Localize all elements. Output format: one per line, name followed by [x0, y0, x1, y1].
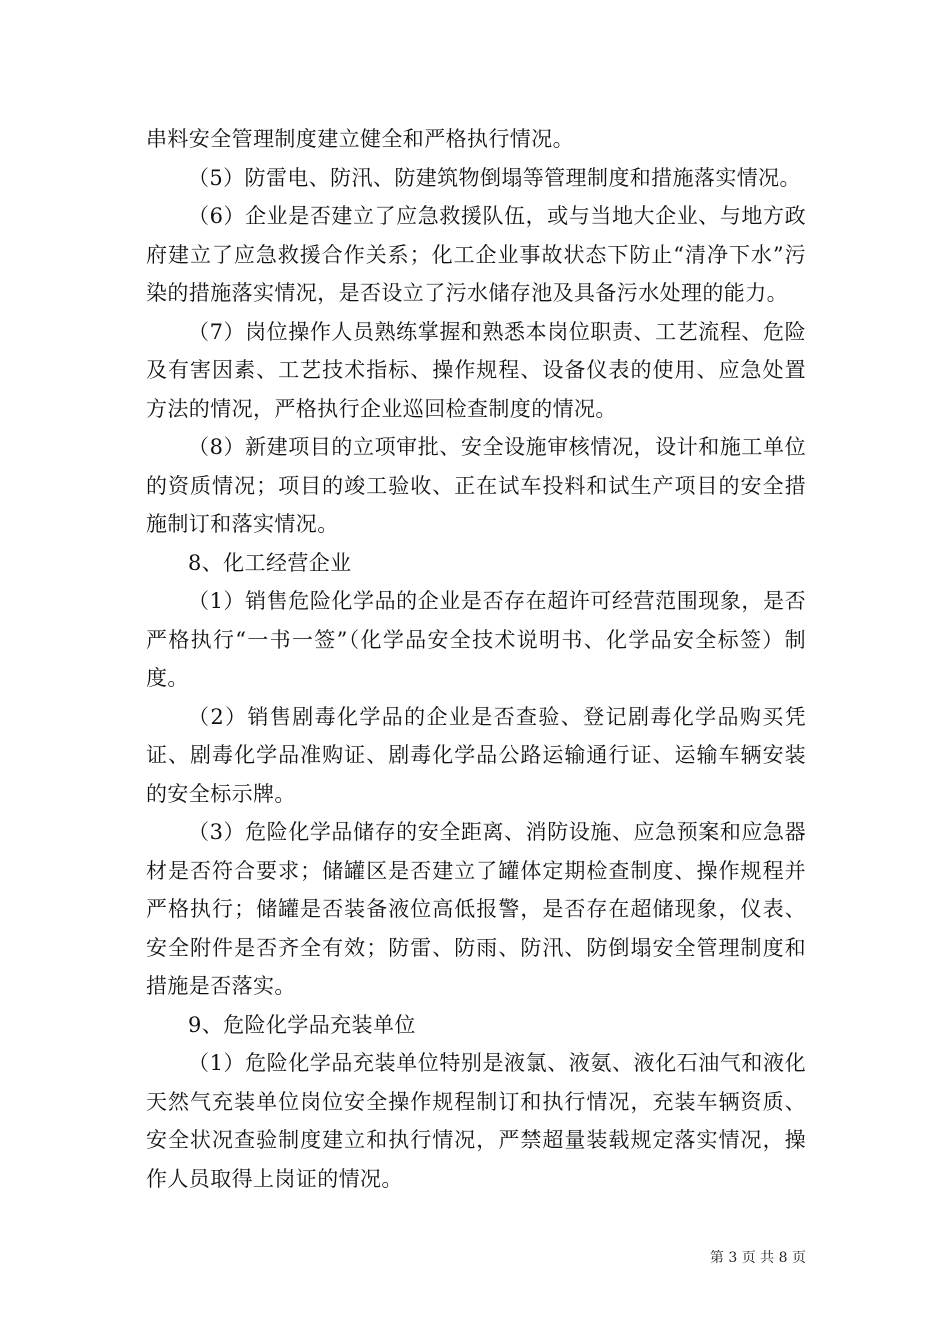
- page-number-footer: 第 3 页 共 8 页: [709, 1250, 806, 1266]
- paragraph-item-7: （7）岗位操作人员熟练掌握和熟悉本岗位职责、工艺流程、危险及有害因素、工艺技术指标、操作规程、设备仪表的使用、应急处置方法的情况，严格执行企业巡回检查制度的情况。: [146, 319, 806, 421]
- paragraph-item-6: （6）企业是否建立了应急救援队伍，或与当地大企业、与地方政府建立了应急救援合作关系；化工企业事故状态下防止“清净下水”污染的措施落实情况，是否设立了污水储存池及具备污水处理的能力。: [146, 204, 806, 305]
- paragraph-section8-item-2: （2）销售剧毒化学品的企业是否查验、登记剧毒化学品购买凭证、剧毒化学品准购证、剧毒化学品公路运输通行证、运输车辆安装的安全标示牌。: [146, 704, 806, 806]
- paragraph-continued: 串料安全管理制度建立健全和严格执行情况。: [146, 127, 574, 151]
- paragraph-section9-item-1: （1）危险化学品充装单位特别是液氯、液氨、液化石油气和液化天然气充装单位岗位安全操作规程制订和执行情况，充装车辆资质、安全状况查验制度建立和执行情况，严禁超量装载规定落实情况，操作人员取得上岗证的情况。: [146, 1051, 806, 1191]
- document-body: [146, 120, 806, 1198]
- paragraph-section8-item-3: （3）危险化学品储存的安全距离、消防设施、应急预案和应急器材是否符合要求；储罐区是否建立了罐体定期检查制度、操作规程并严格执行；储罐是否装备液位高低报警，是否存在超储现象，仪表、安全附件是否齐全有效；防雷、防雨、防汛、防倒塌安全管理制度和措施是否落实。: [146, 820, 806, 998]
- paragraph-section8-item-1: （1）销售危险化学品的企业是否存在超许可经营范围现象，是否严格执行“一书一签”（化学品安全技术说明书、化学品安全标签）制度。: [146, 589, 806, 690]
- paragraph-item-5: （5）防雷电、防汛、防建筑物倒塌等管理制度和措施落实情况。: [188, 165, 801, 190]
- section-heading-9: 9、危险化学品充装单位: [188, 1012, 416, 1037]
- section-heading-8: 8、化工经营企业: [188, 550, 352, 575]
- paragraph-item-8: （8）新建项目的立项审批、安全设施审核情况，设计和施工单位的资质情况；项目的竣工验收、正在试车投料和试生产项目的安全措施制订和落实情况。: [146, 435, 806, 536]
